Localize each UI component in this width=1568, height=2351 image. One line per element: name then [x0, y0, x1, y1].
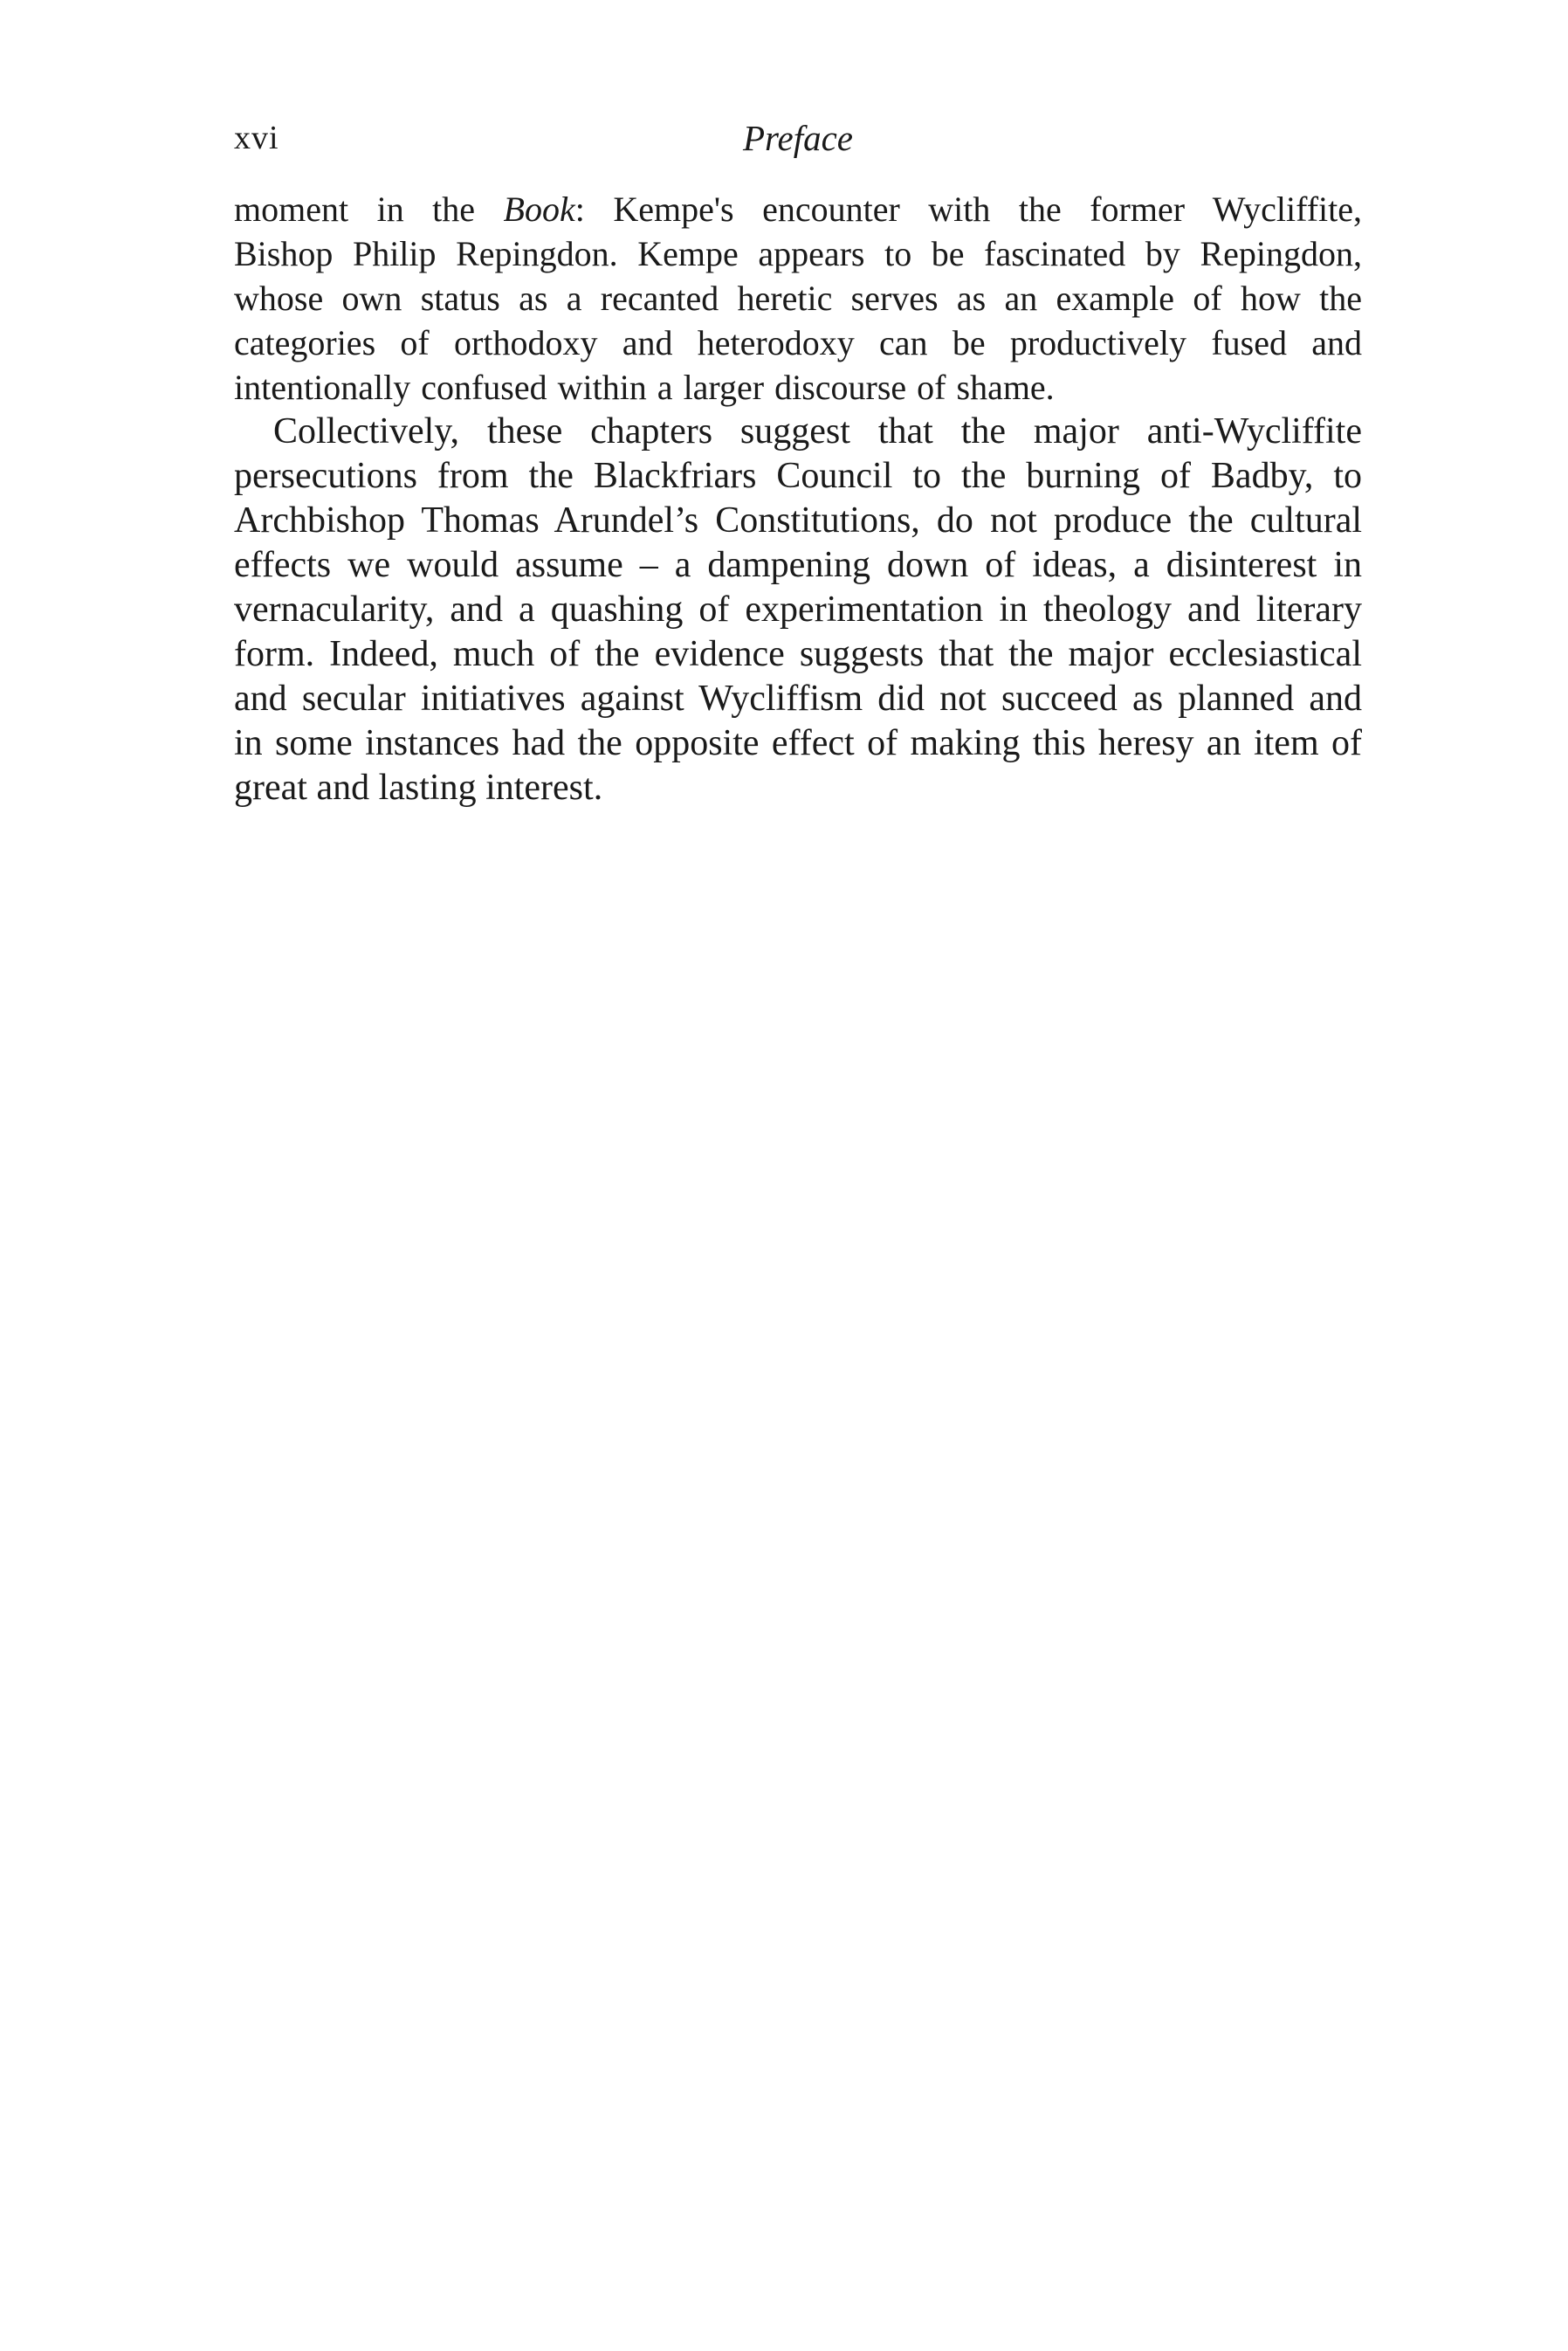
paragraph-1 [234, 187, 1362, 410]
running-head [234, 112, 1362, 164]
text-line: vernacularity, and a quashing of experimentation in theology and literary [234, 589, 1362, 630]
text-line: intentionally confused within a larger discourse of shame. [234, 368, 1055, 407]
paragraph-2 [234, 410, 1362, 810]
text-line: Collectively, these chapters suggest that the major anti-Wycliffite [273, 411, 1362, 452]
text-line: persecutions from the Blackfriars Council to the burning of Badby, to [234, 456, 1362, 496]
text-line: in some instances had the opposite effect of making this heresy an item of [234, 723, 1362, 763]
text-line: whose own status as a recanted heretic serves as an example of how the [234, 279, 1362, 318]
text-line: Archbishop Thomas Arundel’s Constitutions, do not produce the cultural [234, 500, 1362, 541]
body-text [234, 187, 1362, 810]
text-line: effects we would assume – a dampening down of ideas, a disinterest in [234, 545, 1362, 585]
text-line: moment in the Book: Kempe's encounter with the former Wycliffite, [234, 190, 1363, 229]
text-line: great and lasting interest. [234, 768, 603, 808]
page-number: xvi [234, 120, 279, 156]
text-line: categories of orthodoxy and heterodoxy can be productively fused and [234, 323, 1362, 362]
text-line: and secular initiatives against Wycliffism did not succeed as planned and [234, 679, 1362, 719]
book-title: Book [503, 190, 575, 229]
running-title: Preface [743, 118, 853, 158]
text-line: Bishop Philip Repingdon. Kempe appears to be fascinated by Repingdon, [234, 234, 1362, 273]
text-line: form. Indeed, much of the evidence suggests that the major ecclesiastical [234, 634, 1362, 674]
